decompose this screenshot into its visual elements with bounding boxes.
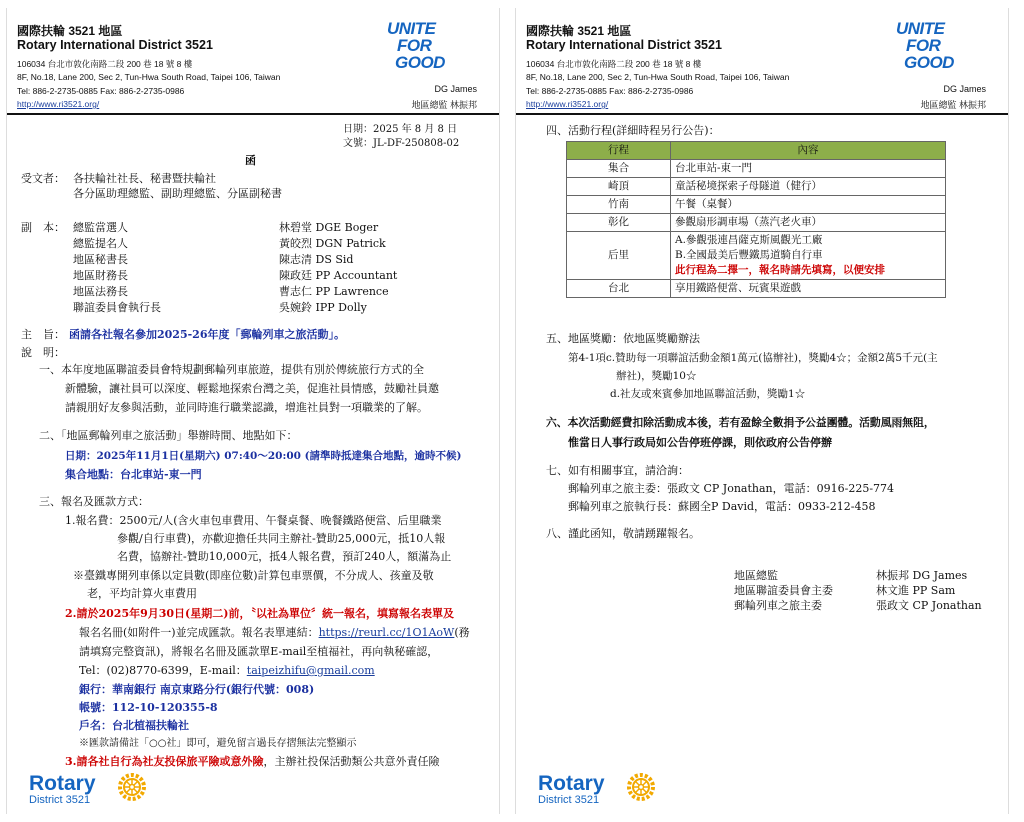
rotary-wheel-icon <box>117 772 147 802</box>
address-en: 8F, No.18, Lane 200, Sec 2, Tun-Hwa South Road, Taipei 106, Taiwan <box>17 72 281 82</box>
doc-title: 函 <box>245 154 256 167</box>
governor-en: DG James <box>943 84 986 94</box>
address-zh: 106034 台北市敦化南路二段 200 巷 18 號 8 樓 <box>17 59 193 69</box>
rotary-wheel-icon <box>626 772 656 802</box>
section-6-line: 惟當日人事行政局如公告停班停課，則依政府公告停辦 <box>568 436 832 449</box>
table-row <box>567 214 946 232</box>
signature-role: 地區總監 <box>734 569 778 582</box>
recipient-line: 各分區助理總監、副助理總監、分區副秘書 <box>73 187 282 200</box>
table-row <box>567 178 946 196</box>
website-link[interactable]: http://www.ri3521.org/ <box>526 99 609 109</box>
recipients-label: 受文者： <box>21 172 65 185</box>
account-holder: 戶名：台北植福扶輪社 <box>79 719 189 732</box>
district-name-en: Rotary International District 3521 <box>17 38 213 52</box>
reward-line: d.社友或來賓參加地區聯誼活動，獎勵1☆ <box>610 388 806 400</box>
registration-line: 報名名冊(如附件一)並完成匯款。報名表單連結：https://reurl.cc/1O1AoW(務 <box>79 626 470 639</box>
cc-role: 總監當選人 <box>73 221 128 234</box>
table-header: 行程 <box>567 142 671 160</box>
doc-number: 文號：JL-DF-250808-02 <box>343 138 460 149</box>
signature-role: 地區聯誼委員會主委 <box>734 584 833 597</box>
event-date: 日期：2025年11月1日(星期六) 07:40～20:00 (請準時抵達集合地點，逾時不候) <box>65 450 462 462</box>
schedule-content <box>671 232 946 280</box>
cc-name: 陳政廷 PP Accountant <box>279 269 398 282</box>
option-b: B.全國最美后豐鐵馬道騎自行車 <box>675 249 823 261</box>
signature-role: 郵輪列車之旅主委 <box>734 599 822 612</box>
district-name-en: Rotary International District 3521 <box>526 38 722 52</box>
cc-name: 黃皎烈 DGN Patrick <box>279 237 386 250</box>
section-8: 八、謹此函知，敬請踴躍報名。 <box>546 527 700 540</box>
contact-chair: 郵輪列車之旅主委：張政文 CP Jonathan，電話：0916-225-774 <box>568 482 895 495</box>
schedule-content: 童話秘境探索子母隧道（健行） <box>671 178 946 196</box>
table-row <box>567 196 946 214</box>
table-header: 內容 <box>671 142 946 160</box>
cc-name: 曹志仁 PP Lawrence <box>279 285 389 298</box>
rotary-logo: Rotary District 3521 <box>29 772 96 806</box>
contact-executive: 郵輪列車之旅執行長：蘇國全P David，電話：0933-212-458 <box>568 500 876 513</box>
cc-role: 地區法務長 <box>73 285 128 298</box>
bank-info: 銀行：華南銀行 南京東路分行(銀行代號：008) <box>79 683 315 696</box>
signature-name: 林振邦 DG James <box>876 569 968 582</box>
option-note: 此行程為二擇一，報名時請先填寫，以便安排 <box>675 264 885 276</box>
document-page-1 <box>6 8 500 814</box>
unite-for-good-slogan: UNITE FOR GOOD <box>387 19 445 72</box>
section-7-title: 七、如有相關事宜，請洽詢： <box>546 464 689 477</box>
fee-note: ※臺鐵專開列車係以定員數(即座位數)計算包車票價，不分成人、孩童及敬 <box>73 569 434 582</box>
schedule-table <box>566 141 946 298</box>
registration-contact: Tel：(02)8770-6399，E-mail：taipeizhifu@gmail.com <box>79 664 375 677</box>
section-5-title: 五、地區獎勵：依地區獎勵辦法 <box>546 332 700 345</box>
table-row <box>567 232 946 280</box>
schedule-content: 享用鐵路便當、玩賓果遊戲 <box>671 280 946 298</box>
schedule-place: 崎頂 <box>567 178 671 196</box>
schedule-place: 彰化 <box>567 214 671 232</box>
document-page-2 <box>515 8 1009 814</box>
cc-role: 地區財務長 <box>73 269 128 282</box>
subject-label: 主 旨： <box>21 328 65 341</box>
email-link[interactable]: taipeizhifu@gmail.com <box>246 664 375 677</box>
cc-name: 陳志清 DS Sid <box>279 253 354 266</box>
address-en: 8F, No.18, Lane 200, Sec 2, Tun-Hwa South Road, Taipei 106, Taiwan <box>526 72 790 82</box>
schedule-place: 台北 <box>567 280 671 298</box>
section-4-title: 四、活動行程(詳細時程另行公告)： <box>546 124 720 137</box>
table-row <box>567 160 946 178</box>
schedule-place: 竹南 <box>567 196 671 214</box>
cc-role: 總監提名人 <box>73 237 128 250</box>
header-divider <box>516 113 1008 115</box>
cc-role: 地區秘書長 <box>73 253 128 266</box>
fee-line: 名費，協辦社-贊助10,000元，抵4人報名費，預訂240人，額滿為止 <box>117 550 452 563</box>
fee-note: 老，平均計算火車費用 <box>87 587 197 600</box>
paragraph-1-line: 新體驗，讓社員可以深度、輕鬆地探索台灣之美，促進社員情感，鼓勵社員邀 <box>65 382 439 395</box>
governor-en: DG James <box>434 84 477 94</box>
schedule-place: 后里 <box>567 232 671 280</box>
district-name-zh: 國際扶輪 3521 地區 <box>526 24 632 38</box>
paragraph-1-line: 一、本年度地區聯誼委員會特規劃郵輪列車旅遊，提供有別於傳統旅行方式的全 <box>39 363 424 376</box>
paragraph-1-line: 請親朋好友參與活動，並同時進行職業認識，增進社員對一項職業的了解。 <box>65 401 428 414</box>
schedule-content: 台北車站-東一門 <box>671 160 946 178</box>
schedule-place: 集合 <box>567 160 671 178</box>
cc-name: 林碧堂 DGE Boger <box>279 221 379 234</box>
tel-fax: Tel: 886-2-2735-0885 Fax: 886-2-2735-0986 <box>17 86 185 96</box>
fee-line: 1.報名費：2500元/人(含火車包車費用、午餐桌餐、晚餐鐵路便當、后里職業 <box>65 514 442 527</box>
table-header-row <box>567 142 946 160</box>
address-zh: 106034 台北市敦化南路二段 200 巷 18 號 8 樓 <box>526 59 702 69</box>
paragraph-3-title: 三、報名及匯款方式： <box>39 495 149 508</box>
section-6-line: 六、本次活動經費扣除活動成本後，若有盈餘全數捐予公益團體。活動風雨無阻， <box>546 416 935 429</box>
schedule-content: 參觀扇形調車場（蒸汽老火車） <box>671 214 946 232</box>
remittance-note: ※匯款請備註「○○社」即可，避免留言過長存摺無法完整顯示 <box>79 738 357 749</box>
description-label: 說 明： <box>21 346 65 359</box>
recipient-line: 各扶輪社社長、秘書暨扶輪社 <box>73 172 216 185</box>
unite-for-good-slogan: UNITE FOR GOOD <box>896 19 954 72</box>
signature-name: 林文進 PP Sam <box>876 584 956 597</box>
tel-fax: Tel: 886-2-2735-0885 Fax: 886-2-2735-0986 <box>526 86 694 96</box>
fee-line: 參觀/自行車費)，亦歡迎擔任共同主辦社-贊助25,000元，抵10人報 <box>117 532 446 545</box>
governor-zh: 地區總監 林振邦 <box>411 100 477 110</box>
option-a: A.參觀張連昌薩克斯風觀光工廠 <box>675 234 823 246</box>
insurance-line: 3.請各社自行為社友投保旅平險或意外險，主辦社投保活動類公共意外責任險 <box>65 755 440 768</box>
cc-name: 吳婉鈴 IPP Dolly <box>279 301 367 314</box>
cc-role: 聯誼委員會執行長 <box>73 301 161 314</box>
paragraph-2-title: 二、「地區郵輪列車之旅活動」舉辦時間、地點如下： <box>39 429 298 442</box>
reward-line: 辦社)，獎勵10☆ <box>616 370 697 382</box>
governor-zh: 地區總監 林振邦 <box>920 100 986 110</box>
schedule-content: 午餐（桌餐） <box>671 196 946 214</box>
signature-name: 張政文 CP Jonathan <box>876 599 982 612</box>
registration-deadline: 2.請於2025年9月30日(星期二)前，〝以社為單位〞統一報名，填寫報名表單及 <box>65 607 454 620</box>
cc-label: 副 本： <box>21 221 65 234</box>
reward-line: 第4-1項c.贊助每一項聯誼活動金額1萬元(協辦社)，獎勵4☆；金額2萬5千元(主 <box>568 352 938 364</box>
doc-date: 日期：2025 年 8 月 8 日 <box>343 124 458 135</box>
table-row <box>567 280 946 298</box>
registration-line: 請填寫完整資訊)，將報名名冊及匯款單E-mail至植福社，再向執秘確認， <box>79 645 439 658</box>
account-number: 帳號：112-10-120355-8 <box>79 701 218 714</box>
header-divider <box>7 113 499 115</box>
registration-form-link[interactable]: https://reurl.cc/1O1AoW <box>318 626 455 639</box>
website-link[interactable]: http://www.ri3521.org/ <box>17 99 100 109</box>
subject-text: 函請各社報名參加2025-26年度「郵輪列車之旅活動」。 <box>69 328 345 341</box>
meeting-place: 集合地點：台北車站-東一門 <box>65 468 202 481</box>
rotary-logo: Rotary District 3521 <box>538 772 605 806</box>
district-name-zh: 國際扶輪 3521 地區 <box>17 24 123 38</box>
